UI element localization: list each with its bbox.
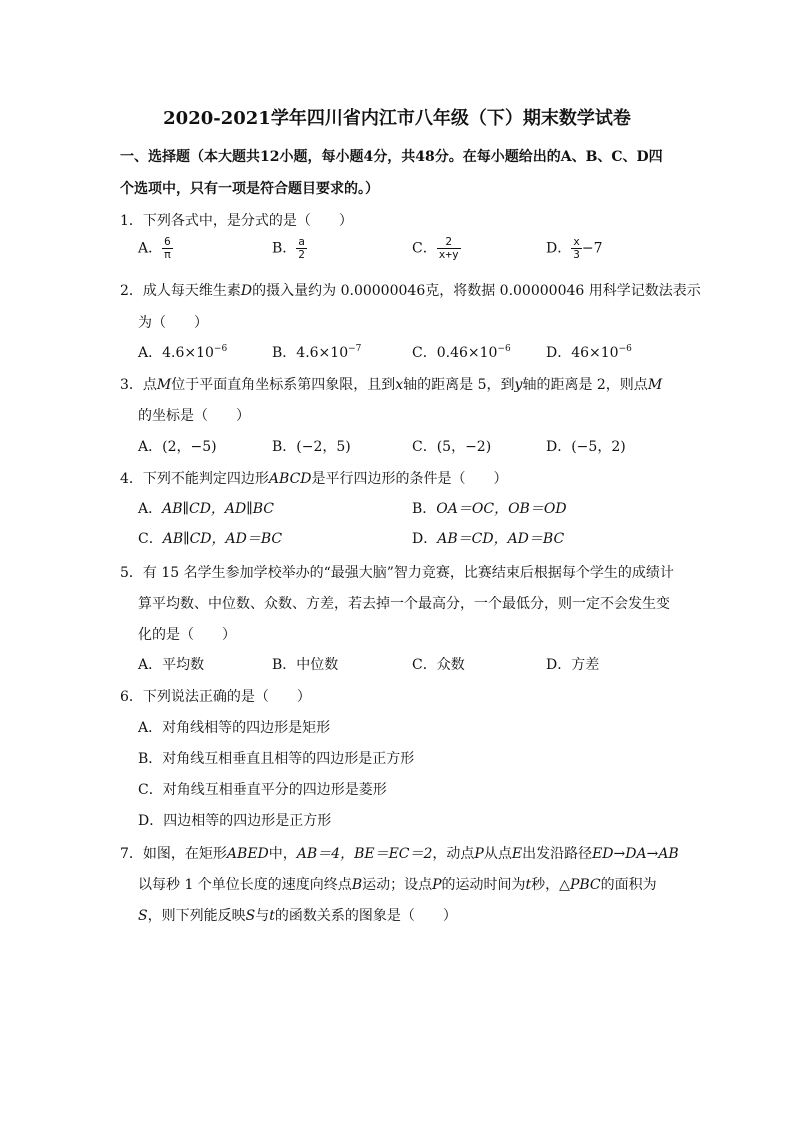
page-title: 2020-2021学年四川省内江市八年级（下）期末数学试卷 [163, 108, 631, 129]
option-label: A． [138, 501, 163, 517]
variable: D [240, 283, 253, 299]
q5-stem-line1: 5．有 15 名学生参加学校举办的“最强大脑”智力竞赛，比赛结束后根据每个学生的成绩计 [120, 565, 674, 581]
q5-option-c: C．众数 [412, 657, 465, 673]
variable: x [395, 377, 404, 393]
option-text: D．46×10 [546, 345, 619, 361]
q5-stem-line3: 化的是（ ） [138, 627, 236, 643]
q2-option-b [272, 342, 361, 362]
q4-stem [120, 468, 508, 488]
denominator: π [164, 248, 171, 261]
variable: P [474, 846, 484, 862]
option-text: AB∥CD，AD∥BC [162, 501, 274, 517]
q5-option-a: A．平均数 [138, 657, 205, 673]
variable: P [432, 877, 442, 893]
text: 的摄入量约为 0.00000046克，将数据 0.00000046 用科学记数法表示 [252, 283, 701, 299]
q3-stem-line2: 的坐标是（ ） [138, 408, 250, 424]
exponent: −6 [213, 344, 228, 354]
variable: y [514, 377, 523, 393]
denominator: 3 [573, 248, 580, 261]
numerator: 6 [164, 235, 171, 248]
option-text: AB＝CD，AD＝BC [437, 531, 565, 547]
variable: t [525, 877, 532, 893]
q4-option-d [412, 528, 564, 548]
fraction [571, 236, 582, 261]
q4-option-b [412, 498, 567, 518]
q7-stem-line1 [120, 843, 679, 863]
option-label: D． [412, 531, 438, 547]
exponent: −6 [618, 344, 632, 354]
q3-option-a: A．(2，−5) [138, 439, 217, 455]
q1-option-b [272, 236, 307, 261]
q4-option-a [138, 498, 274, 518]
variable: E [511, 846, 523, 862]
q5-stem-line2: 算平均数、中位数、众数、方差，若去掉一个最高分，一个最低分，则一定不会发生变 [138, 596, 670, 612]
q2-stem-line2: 为（ ） [138, 315, 208, 331]
fraction [437, 236, 461, 261]
text: 3．点 [120, 377, 157, 393]
text: 的运动时间为 [441, 877, 526, 893]
variable: ABED [226, 846, 269, 862]
option-text: OA＝OC，OB＝OD [436, 501, 567, 517]
text: 4．下列不能判定四边形 [120, 471, 269, 487]
option-label: D． [546, 240, 572, 257]
q1-option-a [138, 236, 173, 261]
text: 位于平面直角坐标系第四象限，且到 [171, 377, 396, 393]
text: 与 [255, 908, 270, 924]
q6-stem: 6．下列说法正确的是（ ） [120, 689, 311, 705]
variable: ABCD [268, 471, 312, 487]
option-text: A．4.6×10 [138, 345, 214, 361]
option-label: B． [412, 501, 437, 517]
q3-option-d: D．(−5，2) [546, 439, 626, 455]
text: 的函数关系的图象是（ ） [274, 908, 457, 924]
text: 是平行四边形的条件是（ ） [311, 471, 508, 487]
denominator: x+y [438, 248, 459, 261]
q6-option-b: B．对角线互相垂直且相等的四边形是正方形 [138, 751, 415, 767]
q3-option-c: C．(5，−2) [412, 439, 492, 455]
fraction [162, 236, 173, 261]
option-text: B．4.6×10 [272, 345, 349, 361]
option-label: B． [272, 240, 297, 257]
fraction [296, 236, 307, 261]
q6-option-c: C．对角线互相垂直平分的四边形是菱形 [138, 782, 387, 798]
text: ，动点 [432, 846, 475, 862]
q2-option-c [412, 342, 511, 362]
q1-option-c [412, 236, 461, 261]
text: 的面积为 [600, 877, 657, 893]
exponent: −7 [348, 344, 362, 354]
numerator: a [298, 235, 305, 248]
option-tail: −7 [581, 240, 603, 257]
variable: t [269, 908, 275, 924]
option-text: C．0.46×10 [412, 345, 498, 361]
section-heading-line1: 一、选择题（本大题共12小题，每小题4分，共48分。在每小题给出的A、B、C、D四 [120, 149, 663, 165]
numerator: x [573, 235, 580, 248]
q2-option-d [546, 342, 632, 362]
text: 中， [268, 846, 297, 862]
text: 秒，△ [531, 877, 570, 893]
variable: S [245, 908, 256, 924]
text: ，则下列能反映 [147, 908, 246, 924]
q2-option-a [138, 342, 227, 362]
text: 从点 [483, 846, 512, 862]
variable: PBC [569, 877, 601, 893]
text: 轴的距离是 2，则点 [522, 377, 648, 393]
q5-option-d: D．方差 [546, 657, 600, 673]
text: 7．如图，在矩形 [120, 846, 227, 862]
option-label: A． [138, 240, 163, 257]
text: 出发沿路径 [522, 846, 593, 862]
q7-stem-line3 [138, 905, 457, 925]
q1-stem: 1．下列各式中，是分式的是（ ） [120, 213, 353, 229]
q2-stem-line1 [120, 280, 701, 300]
q1-option-d [546, 236, 603, 261]
option-label: C． [138, 531, 163, 547]
text: 以每秒 1 个单位长度的速度向终点 [138, 877, 352, 893]
numerator: 2 [437, 236, 461, 249]
option-label: C． [412, 240, 437, 257]
exponent: −6 [497, 344, 511, 354]
q6-option-d: D．四边相等的四边形是正方形 [138, 813, 332, 829]
variable: M [156, 377, 172, 393]
section-heading-line2: 个选项中，只有一项是符合题目要求的。） [120, 181, 379, 197]
q4-option-c [138, 528, 282, 548]
path: ED→DA→AB [592, 846, 679, 862]
variable: B [351, 877, 363, 893]
denominator: 2 [298, 248, 305, 261]
text: 运动；设点 [362, 877, 433, 893]
text: 2．成人每天维生素 [120, 283, 241, 299]
q7-stem-line2 [138, 874, 657, 894]
q3-stem-line1 [120, 374, 662, 394]
equation: AB＝4，BE＝EC＝2 [296, 846, 433, 862]
q6-option-a: A．对角线相等的四边形是矩形 [138, 720, 331, 736]
variable: S [138, 908, 148, 924]
text: 轴的距离是 5，到 [403, 377, 515, 393]
variable: M [647, 377, 663, 393]
q5-option-b: B．中位数 [272, 657, 339, 673]
option-text: AB∥CD，AD＝BC [162, 531, 283, 547]
q3-option-b: B．(−2，5) [272, 439, 351, 455]
